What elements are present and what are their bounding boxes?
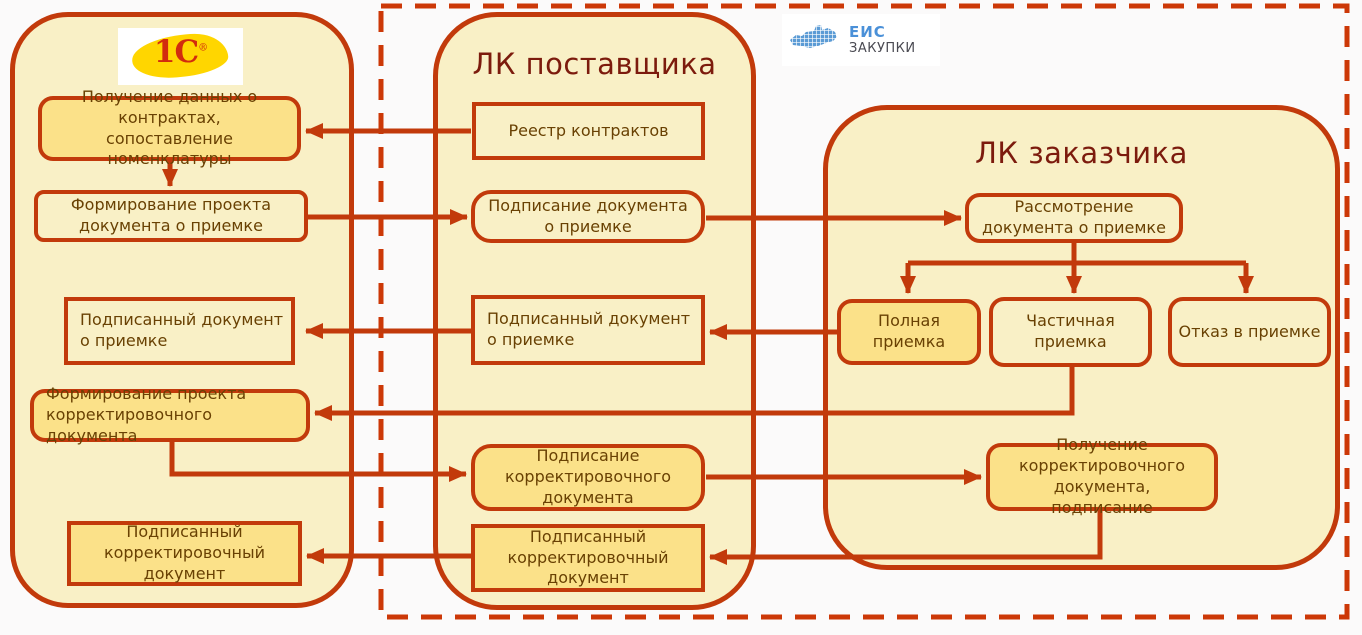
node-signed-acceptance-doc-supplier: Подписанный документ о приемке bbox=[471, 295, 705, 365]
node-partial-acceptance: Частичная приемка bbox=[989, 297, 1152, 367]
onec-logo-mark: 1С bbox=[153, 34, 199, 70]
node-review-acceptance-doc: Рассмотрение документа о приемке bbox=[965, 193, 1183, 243]
node-receive-correction-doc: Получение корректировочного документа, подписание bbox=[986, 443, 1218, 511]
registered-trademark-icon: ® bbox=[198, 42, 208, 54]
onec-logo-text bbox=[118, 34, 243, 70]
supplier-title: ЛК поставщика bbox=[472, 47, 717, 81]
node-sign-correction-doc: Подписание корректировочного документа bbox=[471, 444, 705, 511]
eis-map-icon bbox=[788, 22, 840, 58]
eis-logo-text bbox=[849, 23, 916, 57]
node-signed-correction-doc-1c: Подписанный корректировочный документ bbox=[67, 521, 302, 586]
node-form-acceptance-draft: Формирование проекта документа о приемке bbox=[34, 190, 308, 242]
eis-logo-line2: ЗАКУПКИ bbox=[849, 41, 916, 57]
eis-logo bbox=[782, 14, 940, 66]
node-get-contract-data: Получение данных о контрактах, сопоставление номенклатуры bbox=[38, 96, 301, 161]
node-signed-correction-doc-supplier: Подписанный корректировочный документ bbox=[471, 524, 705, 592]
node-form-correction-draft: Формирование проекта корректировочного документа bbox=[30, 389, 310, 442]
customer-title: ЛК заказчика bbox=[975, 136, 1188, 170]
eis-logo-line1: ЕИС bbox=[849, 23, 886, 42]
onec-logo bbox=[118, 28, 243, 85]
node-signed-acceptance-doc-1c: Подписанный документ о приемке bbox=[64, 297, 295, 365]
node-contract-registry: Реестр контрактов bbox=[472, 102, 705, 160]
node-sign-acceptance-doc: Подписание документа о приемке bbox=[471, 190, 705, 243]
node-acceptance-refusal: Отказ в приемке bbox=[1168, 297, 1331, 367]
node-full-acceptance: Полная приемка bbox=[837, 299, 981, 365]
